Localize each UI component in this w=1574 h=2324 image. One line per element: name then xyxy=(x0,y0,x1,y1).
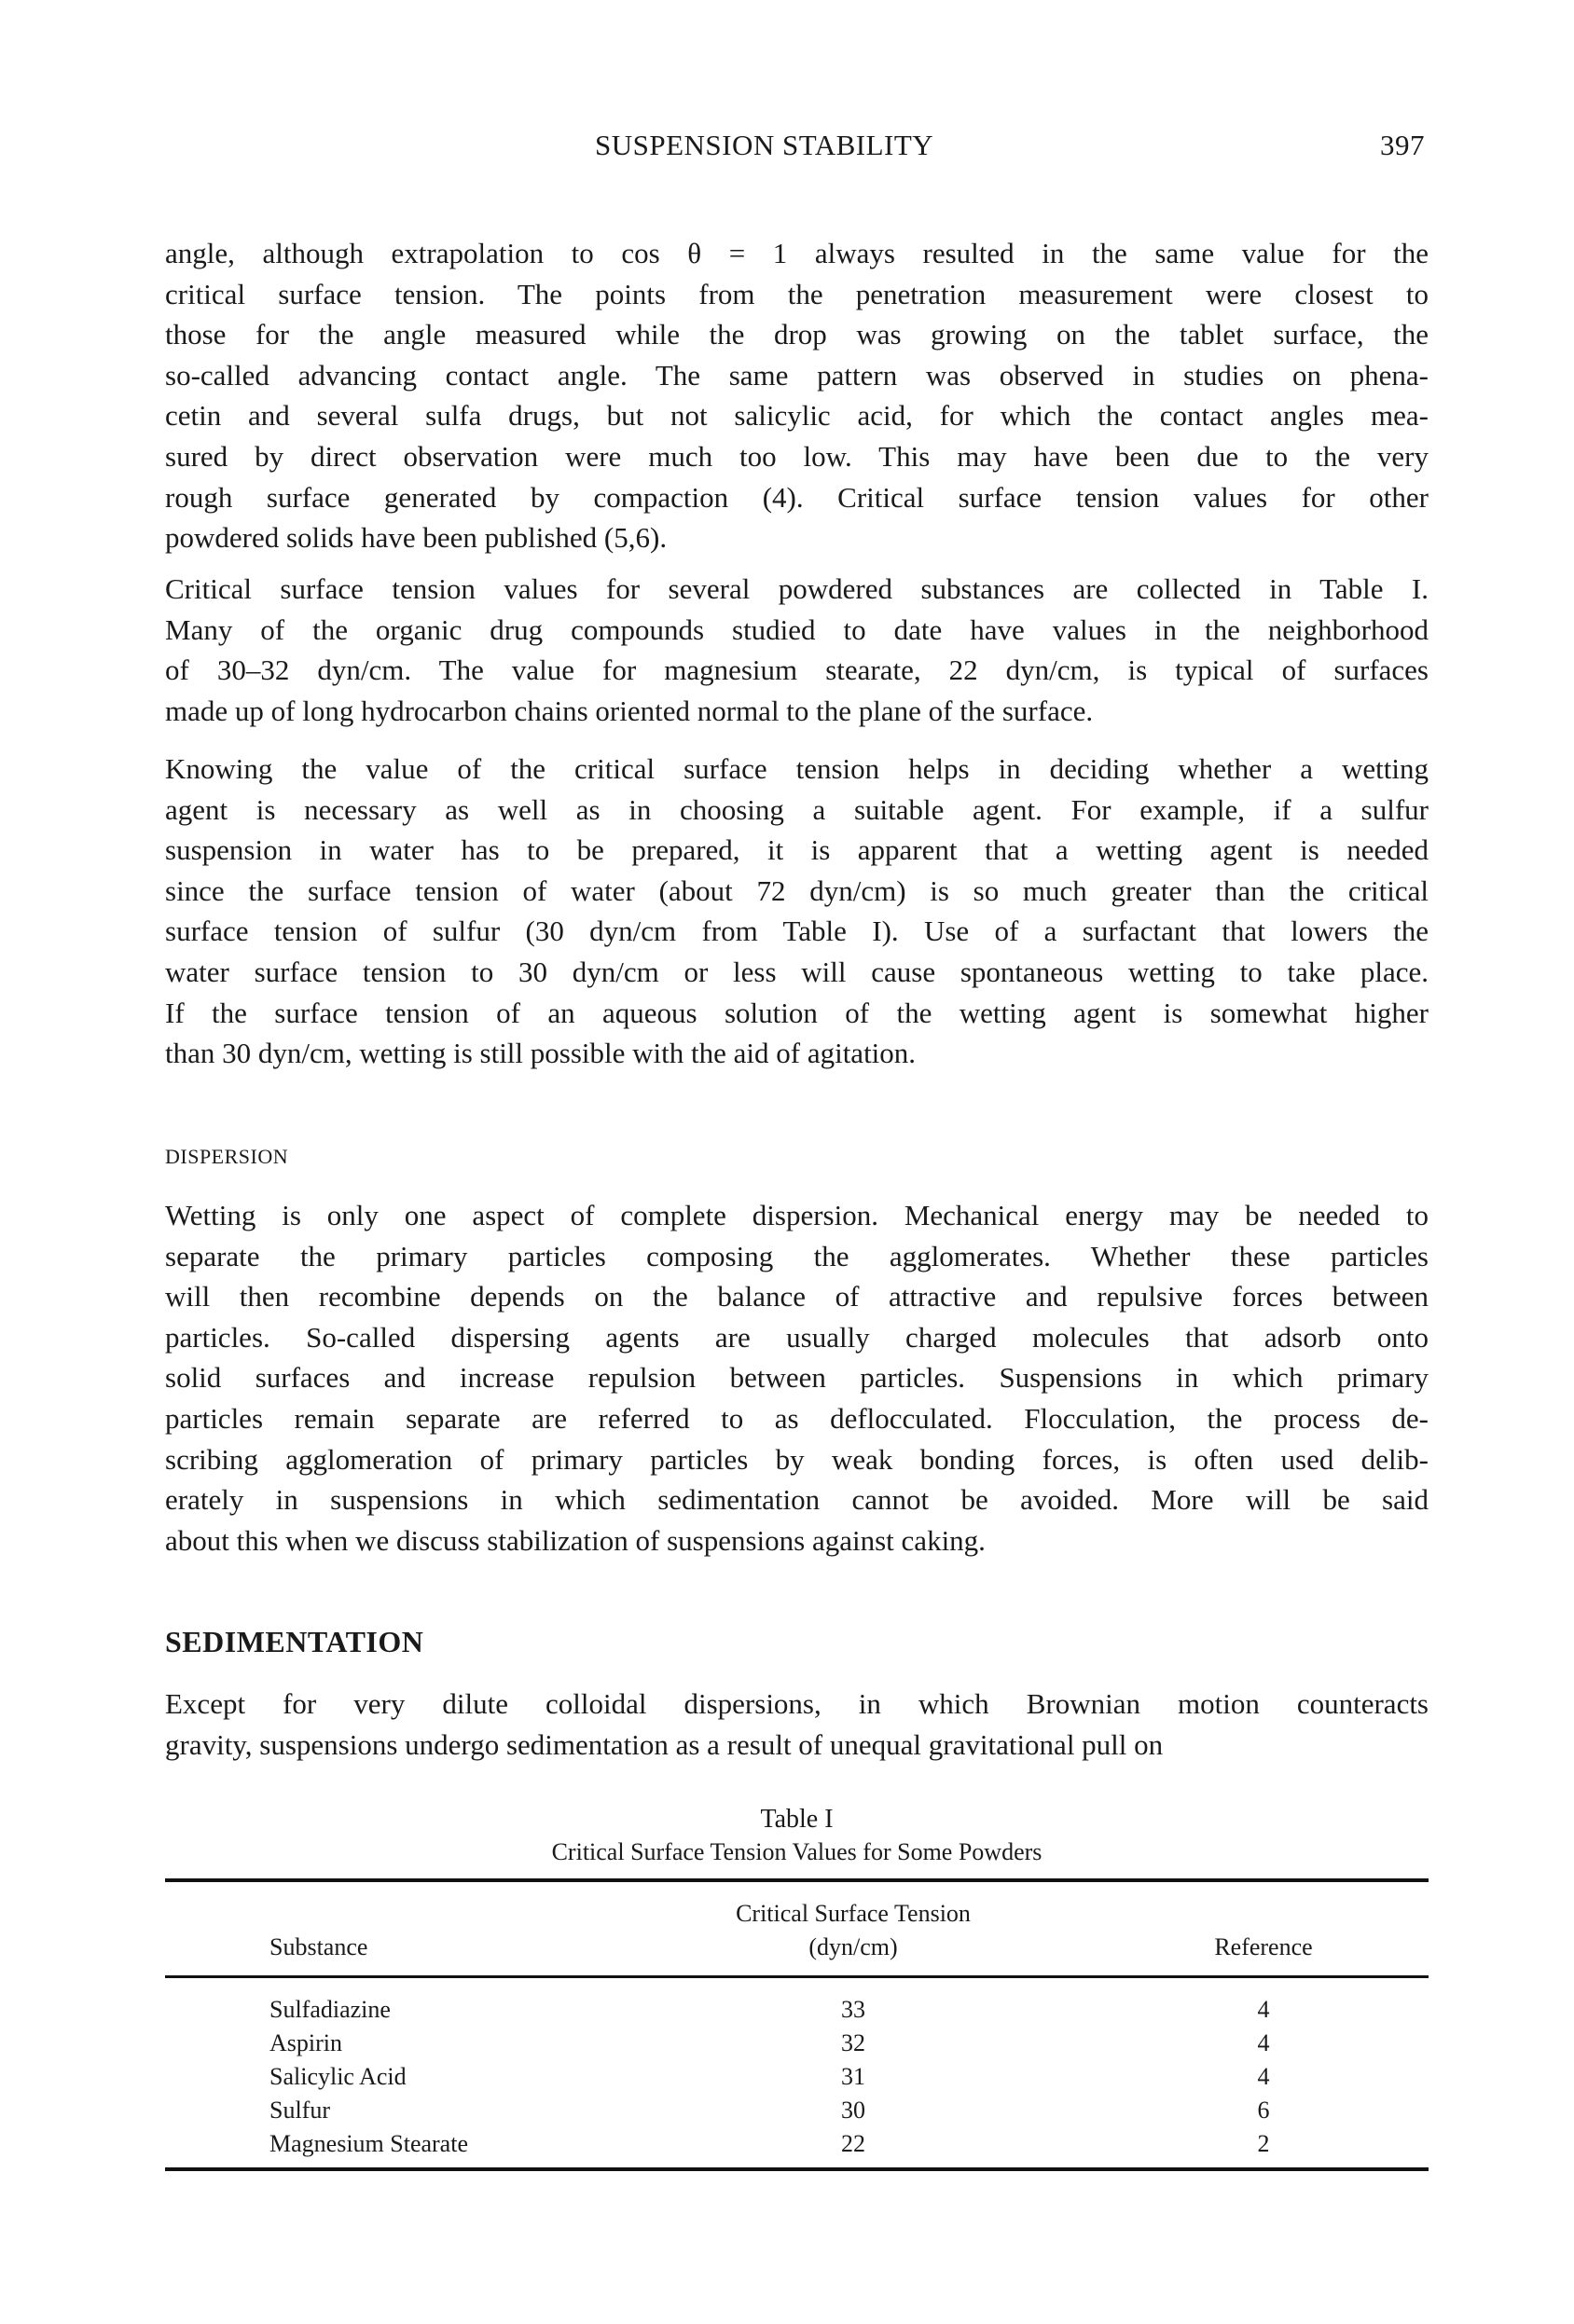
text-line: cetin and several sulfa drugs, but not salicylic acid, for which the contact angles mea- xyxy=(165,399,1429,433)
text-line: particles remain separate are referred to as deflocculated. Flocculation, the process de- xyxy=(165,1401,1429,1435)
text-line: Knowing the value of the critical surface tension helps in deciding whether a wetting xyxy=(165,752,1429,785)
text-line: solid surfaces and increase repulsion between particles. Suspensions in which primary xyxy=(165,1361,1429,1395)
text-line: powdered solids have been published (5,6). xyxy=(165,521,668,555)
text-line: scribing agglomeration of primary particles by weak bonding forces, is often used delib- xyxy=(165,1442,1429,1476)
text-line: Except for very dilute colloidal dispersions, in which Brownian motion counteracts xyxy=(165,1687,1429,1720)
running-title: SUSPENSION STABILITY xyxy=(595,129,934,161)
text-line: suspension in water has to be prepared, it is apparent that a wetting agent is needed xyxy=(165,833,1429,867)
text-line: angle, although extrapolation to cos θ = 1 always resulted in the same value for the xyxy=(165,237,1429,269)
text-line: of 30–32 dyn/cm. The value for magnesium stearate, 22 dyn/cm, is typical of surfaces xyxy=(165,653,1429,687)
text-line: Many of the organic drug compounds studied to date have values in the neighborhood xyxy=(165,612,1429,646)
text-line: sured by direct observation were much too low. This may have been due to the very xyxy=(165,439,1429,473)
tension-cell: 33 xyxy=(841,1996,865,2023)
column-header-tension: Critical Surface Tension xyxy=(736,1900,971,1927)
substance-cell: Magnesium Stearate xyxy=(269,2130,468,2157)
table-top-rule xyxy=(165,1878,1429,1882)
paragraph-4 xyxy=(165,1195,1429,1561)
text-line: made up of long hydrocarbon chains oriented normal to the plane of the surface. xyxy=(165,694,1094,727)
text-line: separate the primary particles composing the agglomerates. Whether these particles xyxy=(165,1239,1429,1272)
text-line: rough surface generated by compaction (4). Critical surface tension values for other xyxy=(165,480,1429,514)
table-label: Table I xyxy=(760,1805,834,1834)
reference-cell: 2 xyxy=(1257,2130,1270,2157)
paragraph-3 xyxy=(165,749,1429,1074)
text-line: particles. So-called dispersing agents are usually charged molecules that adsorb onto xyxy=(165,1320,1429,1354)
text-line: agent is necessary as well as in choosing a suitable agent. For example, if a sulfur xyxy=(165,792,1429,826)
text-line: gravity, suspensions undergo sedimentation as a result of unequal gravitational pull on xyxy=(165,1727,1164,1761)
text-line: If the surface tension of an aqueous solution of the wetting agent is somewhat higher xyxy=(165,996,1429,1029)
table-caption: Critical Surface Tension Values for Some Powders xyxy=(551,1838,1042,1865)
text-line: surface tension of sulfur (30 dyn/cm from Table I). Use of a surfactant that lowers the xyxy=(165,914,1429,948)
text-line: Critical surface tension values for several powdered substances are collected in Table I. xyxy=(165,572,1429,605)
text-line: Wetting is only one aspect of complete dispersion. Mechanical energy may be needed to xyxy=(165,1199,1429,1231)
reference-cell: 6 xyxy=(1257,2097,1270,2124)
text-line: erately in suspensions in which sedimentation cannot be avoided. More will be said xyxy=(165,1483,1429,1517)
text-line: will then recombine depends on the balance of attractive and repulsive forces between xyxy=(165,1280,1429,1313)
text-line: so-called advancing contact angle. The same pattern was observed in studies on phena- xyxy=(165,358,1429,392)
tension-cell: 32 xyxy=(841,2029,865,2056)
text-line: since the surface tension of water (about 72 dyn/cm) is so much greater than the critical xyxy=(165,873,1429,907)
text-line: those for the angle measured while the drop was growing on the tablet surface, the xyxy=(165,318,1429,351)
text-line: critical surface tension. The points from the penetration measurement were closest to xyxy=(165,277,1429,310)
reference-cell: 4 xyxy=(1257,1996,1270,2023)
tension-cell: 22 xyxy=(841,2130,865,2157)
tension-cell: 30 xyxy=(841,2097,865,2124)
column-header-reference: Reference xyxy=(1214,1933,1313,1960)
table-header-rule xyxy=(165,1975,1429,1978)
paragraph-1 xyxy=(165,233,1429,558)
column-header-substance: Substance xyxy=(269,1933,368,1960)
tension-cell: 31 xyxy=(841,2063,865,2090)
table-bottom-rule xyxy=(165,2167,1429,2171)
paragraph-5 xyxy=(165,1684,1429,1765)
reference-cell: 4 xyxy=(1257,2063,1270,2090)
page-number: 397 xyxy=(1380,129,1425,161)
section-heading-sedimentation: SEDIMENTATION xyxy=(165,1625,424,1658)
column-header-tension-unit: (dyn/cm) xyxy=(808,1933,898,1960)
substance-cell: Sulfur xyxy=(269,2097,330,2124)
substance-cell: Sulfadiazine xyxy=(269,1996,391,2023)
text-line: about this when we discuss stabilization of suspensions against caking. xyxy=(165,1523,986,1557)
text-line: than 30 dyn/cm, wetting is still possible with the aid of agitation. xyxy=(165,1037,917,1070)
substance-cell: Salicylic Acid xyxy=(269,2063,407,2090)
section-heading-dispersion: DISPERSION xyxy=(165,1145,289,1168)
substance-cell: Aspirin xyxy=(269,2029,342,2056)
text-line: water surface tension to 30 dyn/cm or less will cause spontaneous wetting to take place. xyxy=(165,955,1429,988)
paragraph-2 xyxy=(165,569,1429,731)
reference-cell: 4 xyxy=(1257,2029,1270,2056)
